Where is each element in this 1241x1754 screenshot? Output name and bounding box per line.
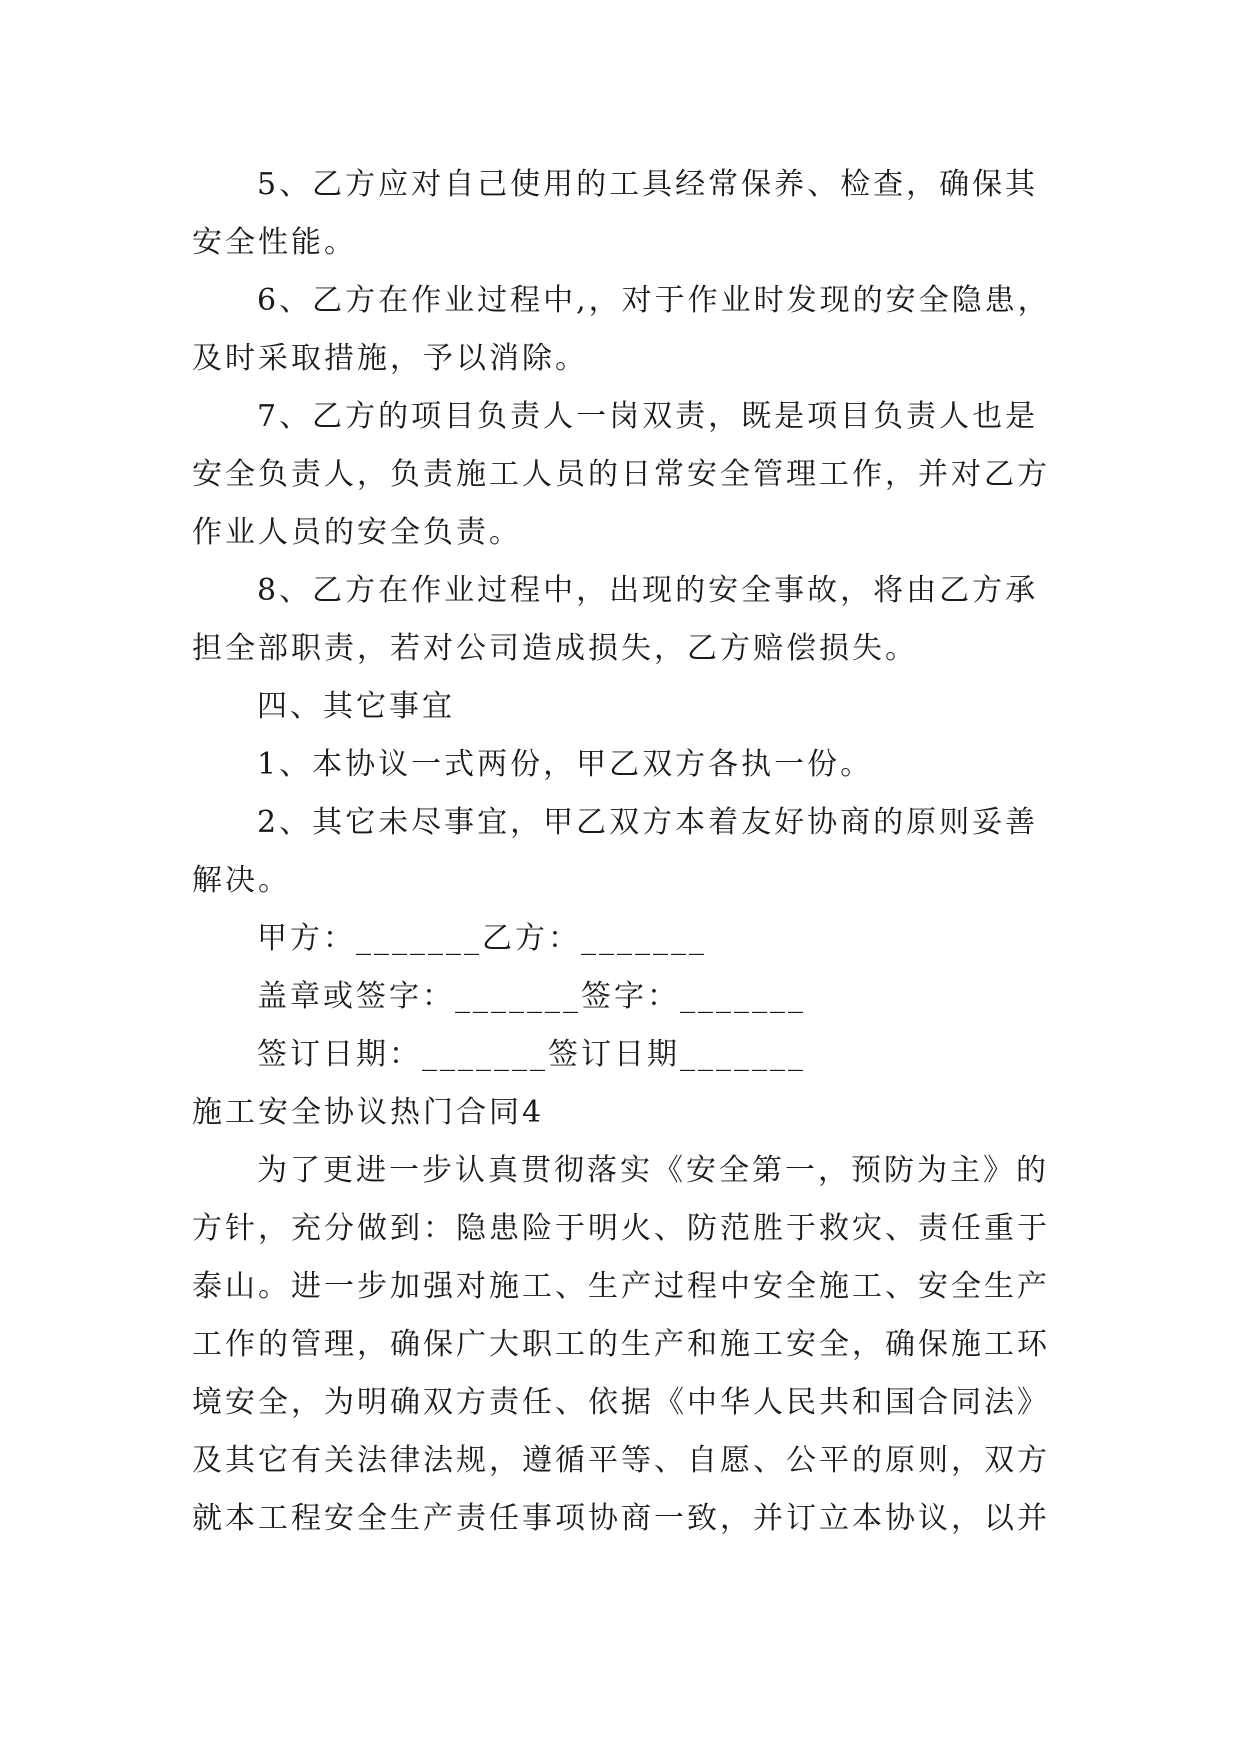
- clause-8-line-2: 担全部职责，若对公司造成损失，乙方赔偿损失。: [192, 631, 918, 666]
- clause-5-line-2: 安全性能。: [192, 225, 357, 260]
- clause-7-line-3: 作业人员的安全负责。: [192, 515, 522, 550]
- signature-seal: 盖章或签字：_______签字：_______: [257, 979, 806, 1014]
- contract-title: 施工安全协议热门合同4: [192, 1095, 545, 1130]
- preamble-line-1: 为了更进一步认真贯彻落实《安全第一，预防为主》的: [257, 1153, 1049, 1188]
- clause-7-line-1: 7、乙方的项目负责人一岗双责，既是项目负责人也是: [257, 399, 1039, 434]
- clause-6-line-2: 及时采取措施，予以消除。: [192, 341, 588, 376]
- clause-5-line-1: 5、乙方应对自己使用的工具经常保养、检查，确保其: [257, 167, 1039, 202]
- preamble-line-6: 及其它有关法律法规，遵循平等、自愿、公平的原则，双方: [192, 1443, 1050, 1478]
- clause-6-line-1: 6、乙方在作业过程中,，对于作业时发现的安全隐患，: [257, 283, 1051, 318]
- other-clause-2-line-2: 解决。: [192, 863, 291, 898]
- section-heading-other-matters: 四、其它事宜: [257, 689, 455, 724]
- preamble-line-2: 方针，充分做到：隐患险于明火、防范胜于救灾、责任重于: [192, 1211, 1050, 1246]
- preamble-line-5: 境安全，为明确双方责任、依据《中华人民共和国合同法》: [192, 1385, 1050, 1420]
- preamble-line-3: 泰山。进一步加强对施工、生产过程中安全施工、安全生产: [192, 1269, 1050, 1304]
- other-clause-1: 1、本协议一式两份，甲乙双方各执一份。: [257, 747, 874, 782]
- preamble-line-4: 工作的管理，确保广大职工的生产和施工安全，确保施工环: [192, 1327, 1050, 1362]
- preamble-line-7: 就本工程安全生产责任事项协商一致，并订立本协议，以并: [192, 1501, 1050, 1536]
- clause-7-line-2: 安全负责人，负责施工人员的日常安全管理工作，并对乙方: [192, 457, 1050, 492]
- signature-dates: 签订日期：_______签订日期_______: [257, 1037, 806, 1072]
- clause-8-line-1: 8、乙方在作业过程中，出现的安全事故，将由乙方承: [257, 573, 1039, 608]
- signature-parties: 甲方：_______乙方：_______: [257, 921, 707, 956]
- other-clause-2-line-1: 2、其它未尽事宜，甲乙双方本着友好协商的原则妥善: [257, 805, 1039, 840]
